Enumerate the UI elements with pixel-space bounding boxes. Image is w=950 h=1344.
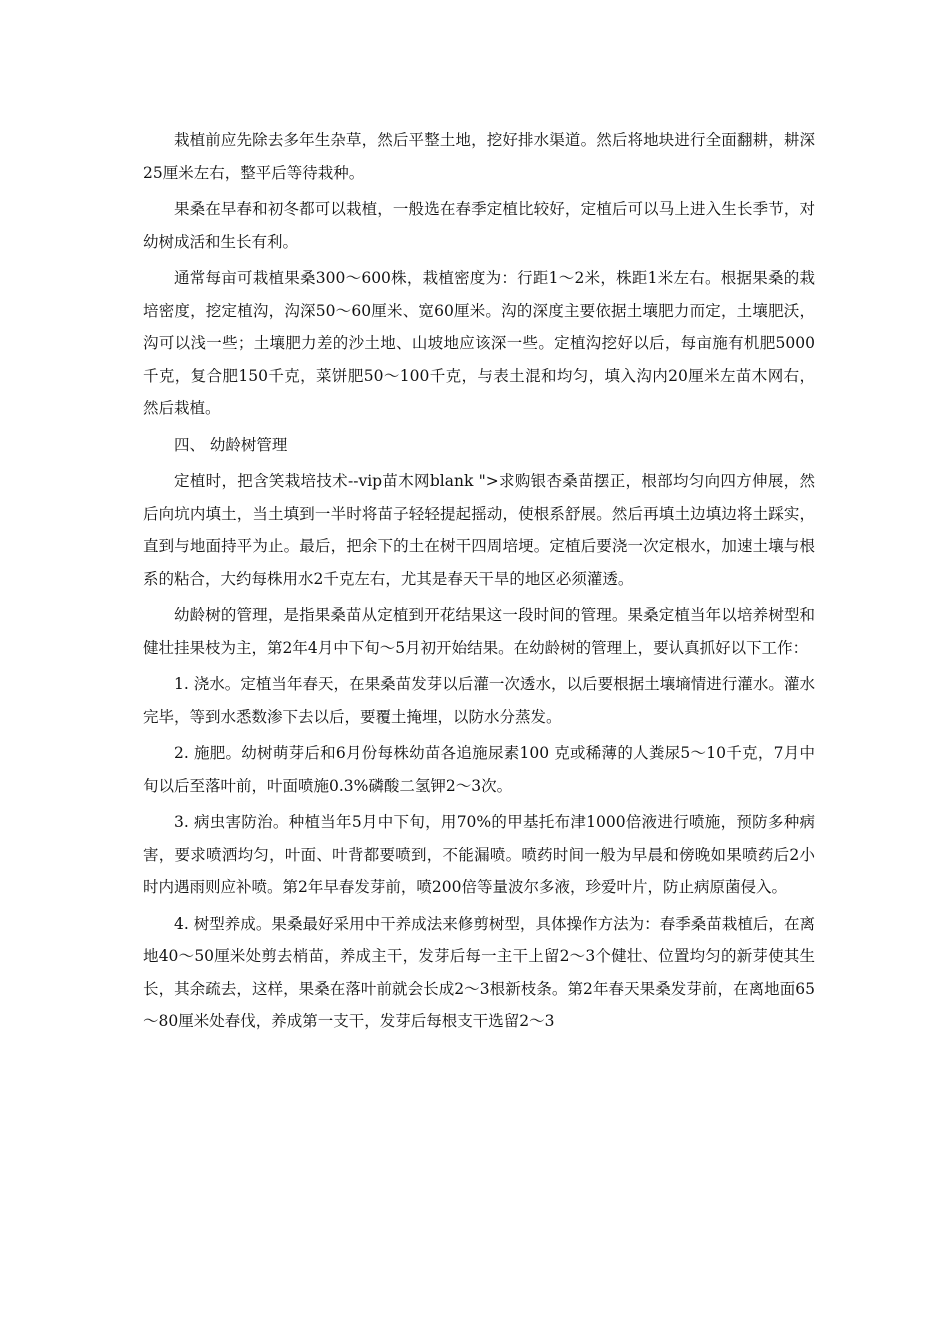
document-body [143,124,815,1042]
paragraph-planting-density: 通常每亩可栽植果桑300～600株，栽植密度为：行距1～2米，株距1米左右。根据果桑的栽培密度，挖定植沟，沟深50～60厘米、宽60厘米。沟的深度主要依据土壤肥力而定，土壤肥沃，沟可以浅一些；土壤肥力差的沙土地、山坡地应该深一些。定植沟挖好以后，每亩施有机肥5000千克，复合肥150千克，菜饼肥50～100千克，与表土混和均匀，填入沟内20厘米左苗木网右，然后栽植。 [143,269,815,417]
list-item-pest-control: 3. 病虫害防治。种植当年5月中下旬，用70%的甲基托布津1000倍液进行喷施，预防多种病害，要求喷洒均匀，叶面、叶背都要喷到，不能漏喷。喷药时间一般为早晨和傍晚如果喷药后2小时内遇雨则应补喷。第2年早春发芽前，喷200倍等量波尔多液，珍爱叶片，防止病原菌侵入。 [143,813,815,896]
list-item-fertilizing: 2. 施肥。幼树萌芽后和6月份每株幼苗各追施尿素100 克或稀薄的人粪尿5～10千克，7月中旬以后至落叶前，叶面喷施0.3%磷酸二氢钾2～3次。 [143,744,815,795]
paragraph-planting-method: 定植时，把含笑栽培技术--vip苗木网blank ">求购银杏桑苗摆正，根部均匀向四方伸展，然后向坑内填土，当土填到一半时将苗子轻轻提起摇动，使根系舒展。然后再填土边填边将土踩实，直到与地面持平为止。最后，把余下的土在树干四周培埂。定植后要浇一次定根水，加速土壤与根系的粘合，大约每株用水2千克左右，尤其是春天干旱的地区必须灌透。 [143,472,815,588]
paragraph-land-prep: 栽植前应先除去多年生杂草，然后平整土地，挖好排水渠道。然后将地块进行全面翻耕，耕深25厘米左右，整平后等待栽种。 [143,131,815,182]
list-item-watering: 1. 浇水。定植当年春天，在果桑苗发芽以后灌一次透水，以后要根据土壤墒情进行灌水。灌水完毕，等到水悉数渗下去以后，要覆土掩埋，以防水分蒸发。 [143,675,815,726]
paragraph-planting-season: 果桑在早春和初冬都可以栽植，一般选在春季定植比较好，定植后可以马上进入生长季节，对幼树成活和生长有利。 [143,200,815,251]
list-item-tree-shaping: 4. 树型养成。果桑最好采用中干养成法来修剪树型，具体操作方法为：春季桑苗栽植后，在离地40～50厘米处剪去梢苗，养成主干，发芽后每一主干上留2～3个健壮、位置均匀的新芽使其生长，其余疏去，这样，果桑在落叶前就会长成2～3根新枝条。第2年春天果桑发芽前，在离地面65～80厘米处春伐，养成第一支干，发芽后每根支干选留2～3 [143,914,815,1030]
section-heading-young-tree-management: 四、 幼龄树管理 [174,435,288,454]
paragraph-young-tree-overview: 幼龄树的管理，是指果桑苗从定植到开花结果这一段时间的管理。果桑定植当年以培养树型和健壮挂果枝为主，第2年4月中下旬～5月初开始结果。在幼龄树的管理上，要认真抓好以下工作： [143,606,815,657]
